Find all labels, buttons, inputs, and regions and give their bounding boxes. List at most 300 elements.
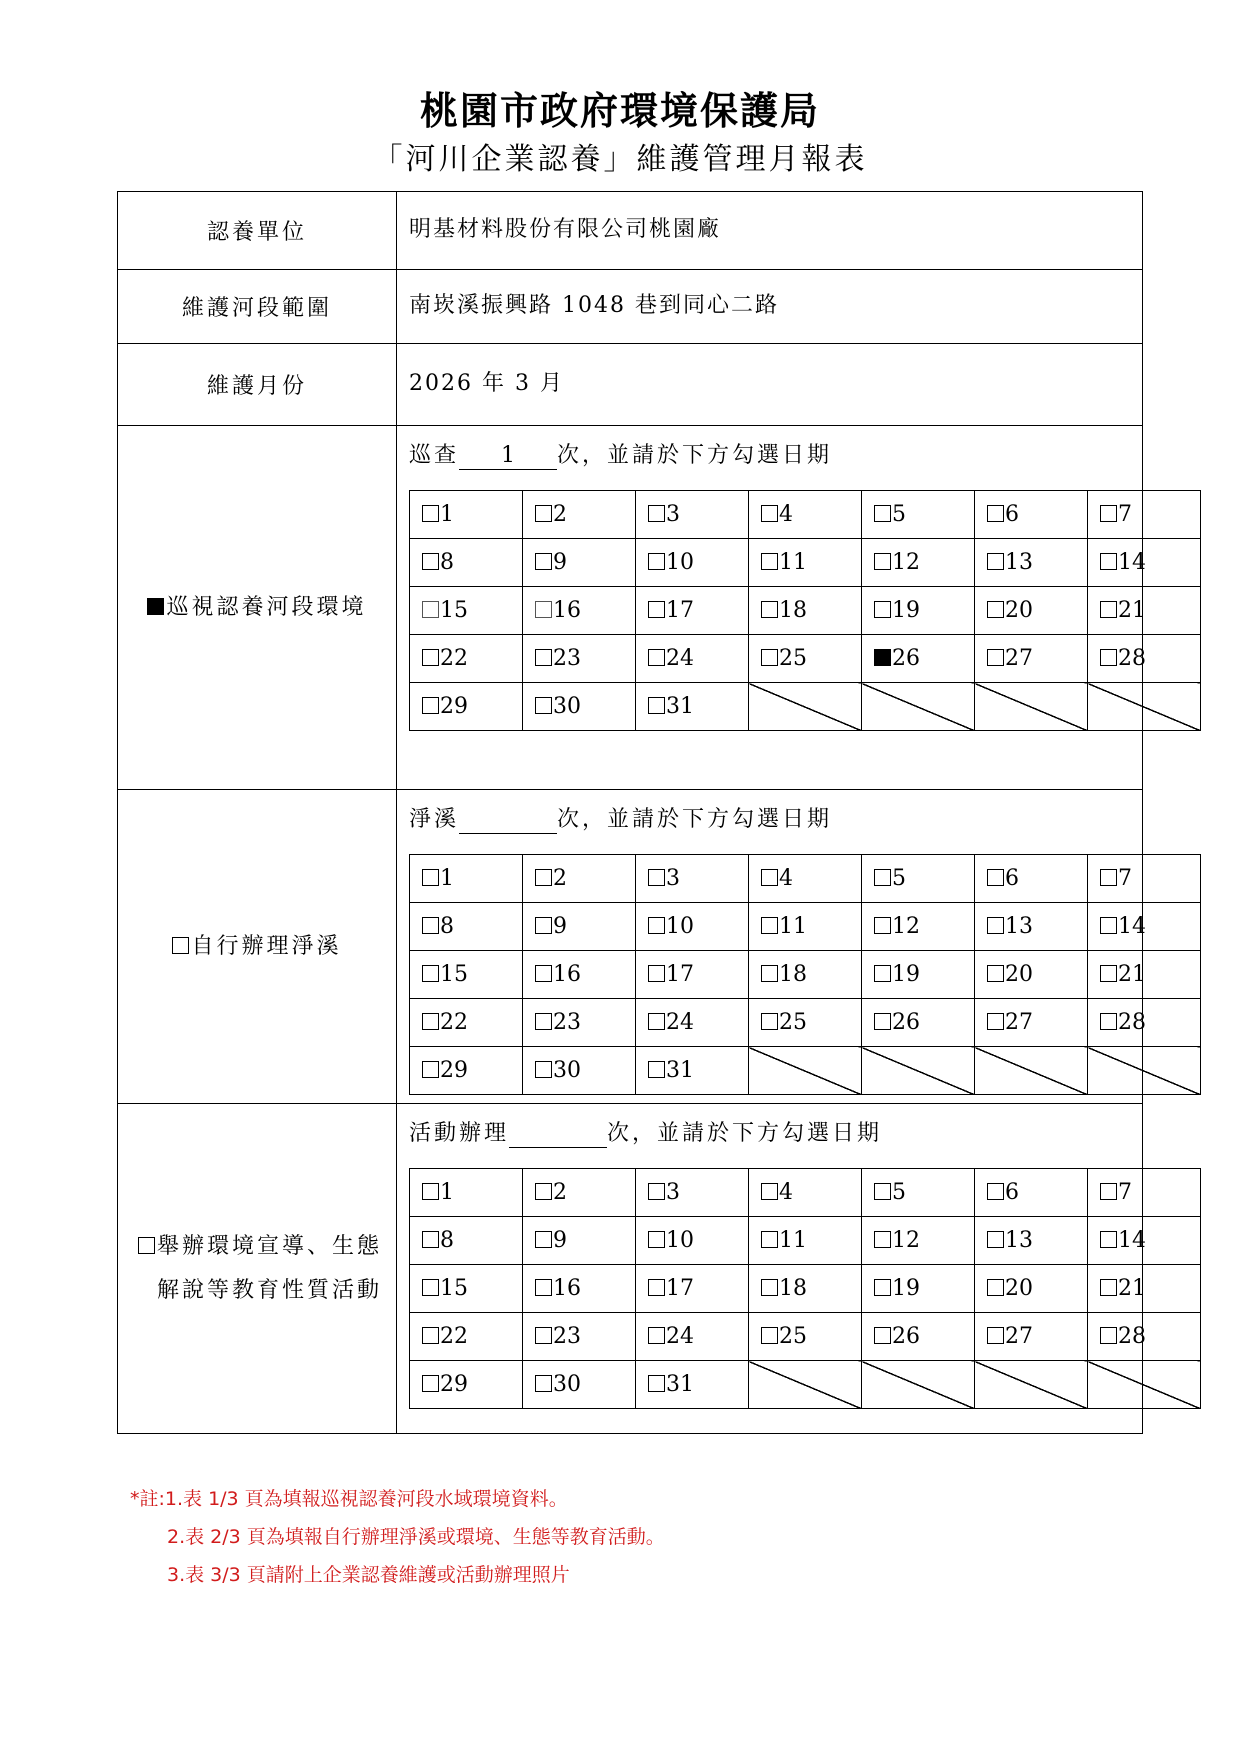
- date-checkbox[interactable]: [648, 1279, 665, 1296]
- date-checkbox[interactable]: [1100, 1279, 1117, 1296]
- prompt-prefix: 巡查: [409, 443, 460, 468]
- date-checkbox[interactable]: [1100, 1327, 1117, 1344]
- date-checkbox[interactable]: [874, 917, 891, 934]
- date-number: 3: [666, 1180, 680, 1205]
- date-number: 6: [1005, 502, 1019, 527]
- date-checkbox[interactable]: [1100, 601, 1117, 618]
- date-number: 30: [553, 1058, 581, 1083]
- date-checkbox[interactable]: [535, 917, 552, 934]
- date-checkbox[interactable]: [987, 869, 1004, 886]
- report-form: [117, 191, 1146, 1434]
- section-checkbox[interactable]: [147, 598, 164, 615]
- date-number: 26: [892, 1010, 920, 1035]
- date-number: 20: [1005, 598, 1033, 623]
- date-number: 10: [666, 550, 694, 575]
- date-cell[interactable]: [749, 1217, 862, 1265]
- date-checkbox[interactable]: [1100, 553, 1117, 570]
- empty-date-cell: [1088, 683, 1201, 731]
- date-number: 4: [779, 502, 793, 527]
- date-number: 23: [553, 646, 581, 671]
- date-checkbox[interactable]: [535, 1183, 552, 1200]
- date-cell[interactable]: [975, 903, 1088, 951]
- date-number: 19: [892, 1276, 920, 1301]
- date-checkbox[interactable]: [987, 1013, 1004, 1030]
- prompt-suffix: 次，並請於下方勾選日期: [557, 807, 833, 832]
- date-cell[interactable]: [410, 1169, 523, 1217]
- date-checkbox[interactable]: [987, 649, 1004, 666]
- date-checkbox[interactable]: [648, 1183, 665, 1200]
- date-cell[interactable]: [749, 903, 862, 951]
- date-cell[interactable]: [410, 1361, 523, 1409]
- date-number: 20: [1005, 962, 1033, 987]
- date-checkbox[interactable]: [987, 553, 1004, 570]
- date-number: 31: [666, 1372, 694, 1397]
- date-number: 6: [1005, 866, 1019, 891]
- date-cell[interactable]: [410, 1047, 523, 1095]
- date-checkbox[interactable]: [761, 1279, 778, 1296]
- date-number: 12: [892, 550, 920, 575]
- date-checkbox[interactable]: [535, 553, 552, 570]
- date-checkbox[interactable]: [987, 917, 1004, 934]
- river-range-field[interactable]: [397, 270, 1143, 344]
- date-checkbox[interactable]: [1100, 965, 1117, 982]
- date-number: 28: [1118, 646, 1146, 671]
- section-body: [397, 426, 1146, 790]
- date-cell[interactable]: [1088, 1313, 1201, 1361]
- date-cell[interactable]: [862, 1265, 975, 1313]
- date-checkbox[interactable]: [535, 1327, 552, 1344]
- date-cell[interactable]: [636, 1217, 749, 1265]
- date-number: 1: [440, 1180, 454, 1205]
- date-cell[interactable]: [975, 635, 1088, 683]
- date-checkbox[interactable]: [1100, 869, 1117, 886]
- date-checkbox[interactable]: [422, 1061, 439, 1078]
- date-checkbox[interactable]: [648, 649, 665, 666]
- date-number: 11: [779, 1228, 807, 1253]
- date-cell[interactable]: [410, 999, 523, 1047]
- date-number: 25: [779, 1010, 807, 1035]
- date-checkbox[interactable]: [1100, 1231, 1117, 1248]
- date-number: 28: [1118, 1324, 1146, 1349]
- date-checkbox[interactable]: [535, 1061, 552, 1078]
- date-number: 31: [666, 694, 694, 719]
- date-checkbox[interactable]: [874, 1279, 891, 1296]
- date-checkbox[interactable]: [987, 601, 1004, 618]
- date-checkbox[interactable]: [761, 1183, 778, 1200]
- date-cell[interactable]: [975, 1313, 1088, 1361]
- date-cell[interactable]: [749, 491, 862, 539]
- count-prompt: [397, 790, 1142, 854]
- date-cell[interactable]: [1088, 539, 1201, 587]
- date-checkbox[interactable]: [874, 505, 891, 522]
- date-checkbox[interactable]: [1100, 1183, 1117, 1200]
- date-cell[interactable]: [636, 1169, 749, 1217]
- date-cell[interactable]: [523, 951, 636, 999]
- date-cell[interactable]: [975, 1217, 1088, 1265]
- date-number: 1: [440, 502, 454, 527]
- date-cell[interactable]: [636, 539, 749, 587]
- date-cell[interactable]: [410, 539, 523, 587]
- date-cell[interactable]: [523, 1047, 636, 1095]
- date-cell[interactable]: [862, 1169, 975, 1217]
- date-checkbox[interactable]: [422, 917, 439, 934]
- date-checkbox[interactable]: [535, 869, 552, 886]
- empty-date-cell: [749, 1361, 862, 1409]
- date-number: 10: [666, 1228, 694, 1253]
- date-number: 18: [779, 598, 807, 623]
- date-checkbox[interactable]: [422, 505, 439, 522]
- date-checkbox[interactable]: [1100, 649, 1117, 666]
- date-number: 19: [892, 962, 920, 987]
- date-checkbox[interactable]: [648, 869, 665, 886]
- date-cell[interactable]: [410, 1265, 523, 1313]
- date-checkbox[interactable]: [987, 1183, 1004, 1200]
- date-number: 5: [892, 866, 906, 891]
- date-checkbox[interactable]: [422, 553, 439, 570]
- date-cell[interactable]: [862, 587, 975, 635]
- date-grid: [409, 854, 1201, 1095]
- date-checkbox[interactable]: [422, 1013, 439, 1030]
- date-checkbox[interactable]: [761, 965, 778, 982]
- date-number: 15: [440, 1276, 468, 1301]
- date-cell[interactable]: [862, 951, 975, 999]
- date-cell[interactable]: [636, 855, 749, 903]
- date-number: 8: [440, 550, 454, 575]
- date-cell[interactable]: [636, 999, 749, 1047]
- note-line-2: 2.表 2/3 頁為填報自行辦理淨溪或環境、生態等教育活動。: [167, 1526, 665, 1548]
- date-checkbox[interactable]: [761, 1013, 778, 1030]
- date-cell[interactable]: [523, 1313, 636, 1361]
- date-cell[interactable]: [862, 903, 975, 951]
- date-number: 1: [440, 866, 454, 891]
- date-cell[interactable]: [636, 1047, 749, 1095]
- date-checkbox[interactable]: [987, 1327, 1004, 1344]
- month-value: 2026 年 3 月: [409, 371, 564, 396]
- section-label-line: 解說等教育性質活動: [156, 1277, 382, 1303]
- date-checkbox[interactable]: [874, 1013, 891, 1030]
- date-number: 22: [440, 1010, 468, 1035]
- date-number: 16: [553, 598, 581, 623]
- date-checkbox[interactable]: [761, 917, 778, 934]
- date-number: 26: [892, 646, 920, 671]
- date-number: 20: [1005, 1276, 1033, 1301]
- date-number: 9: [553, 550, 567, 575]
- count-field[interactable]: [459, 807, 557, 834]
- page-title: 桃園市政府環境保護局: [419, 88, 820, 133]
- date-number: 5: [892, 502, 906, 527]
- date-cell[interactable]: [862, 1217, 975, 1265]
- date-cell[interactable]: [523, 1217, 636, 1265]
- month-field[interactable]: [397, 344, 1143, 426]
- section-label-line: 自行辦理淨溪: [191, 933, 342, 959]
- section-label-line: 巡視認養河段環境: [166, 594, 367, 620]
- date-number: 14: [1118, 550, 1146, 575]
- date-checkbox[interactable]: [874, 553, 891, 570]
- notes: [130, 1480, 665, 1594]
- date-number: 26: [892, 1324, 920, 1349]
- note-line-3: 3.表 3/3 頁請附上企業認養維護或活動辦理照片: [167, 1564, 570, 1586]
- date-number: 15: [440, 962, 468, 987]
- date-checkbox[interactable]: [874, 649, 891, 666]
- date-cell[interactable]: [862, 635, 975, 683]
- section-label-text: [118, 1225, 396, 1313]
- date-checkbox[interactable]: [535, 1375, 552, 1392]
- date-checkbox[interactable]: [422, 965, 439, 982]
- adopter-unit-value: 明基材料股份有限公司桃園廠: [409, 217, 722, 242]
- date-cell[interactable]: [975, 1265, 1088, 1313]
- date-checkbox[interactable]: [761, 649, 778, 666]
- date-checkbox[interactable]: [422, 1375, 439, 1392]
- month-label: 維護月份: [118, 344, 397, 426]
- date-number: 3: [666, 866, 680, 891]
- date-cell[interactable]: [1088, 1265, 1201, 1313]
- count-field[interactable]: [509, 1121, 607, 1148]
- section-checkbox[interactable]: [138, 1237, 155, 1254]
- date-number: 16: [553, 962, 581, 987]
- date-checkbox[interactable]: [422, 697, 439, 714]
- date-checkbox[interactable]: [422, 601, 439, 618]
- section-label-line: 舉辦環境宣導、生態: [156, 1233, 382, 1259]
- date-number: 14: [1118, 914, 1146, 939]
- date-checkbox[interactable]: [648, 917, 665, 934]
- date-number: 27: [1005, 1010, 1033, 1035]
- date-cell[interactable]: [523, 491, 636, 539]
- date-checkbox[interactable]: [874, 1231, 891, 1248]
- date-checkbox[interactable]: [648, 505, 665, 522]
- date-cell[interactable]: [749, 951, 862, 999]
- date-checkbox[interactable]: [761, 1327, 778, 1344]
- date-checkbox[interactable]: [874, 965, 891, 982]
- date-cell[interactable]: [410, 1217, 523, 1265]
- date-number: 19: [892, 598, 920, 623]
- date-checkbox[interactable]: [987, 1279, 1004, 1296]
- date-cell[interactable]: [523, 683, 636, 731]
- date-checkbox[interactable]: [761, 601, 778, 618]
- date-cell[interactable]: [523, 903, 636, 951]
- date-checkbox[interactable]: [422, 1231, 439, 1248]
- date-number: 16: [553, 1276, 581, 1301]
- count-prompt: [397, 426, 1142, 490]
- date-number: 2: [553, 866, 567, 891]
- section-label: [118, 790, 397, 1104]
- date-checkbox[interactable]: [987, 1231, 1004, 1248]
- date-cell[interactable]: [1088, 1217, 1201, 1265]
- prompt-prefix: 淨溪: [409, 807, 460, 832]
- date-checkbox[interactable]: [648, 697, 665, 714]
- date-number: 5: [892, 1180, 906, 1205]
- date-checkbox[interactable]: [874, 1183, 891, 1200]
- date-cell[interactable]: [975, 855, 1088, 903]
- date-number: 24: [666, 646, 694, 671]
- section-label-text: [118, 586, 396, 630]
- date-cell[interactable]: [410, 855, 523, 903]
- date-cell[interactable]: [975, 999, 1088, 1047]
- section-checkbox[interactable]: [172, 937, 189, 954]
- date-number: 18: [779, 962, 807, 987]
- date-cell[interactable]: [749, 1265, 862, 1313]
- date-cell[interactable]: [523, 539, 636, 587]
- adopter-unit-field[interactable]: [397, 192, 1143, 270]
- date-cell[interactable]: [862, 491, 975, 539]
- date-grid: [409, 1168, 1201, 1409]
- date-number: 12: [892, 1228, 920, 1253]
- empty-date-cell: [749, 683, 862, 731]
- date-cell[interactable]: [523, 587, 636, 635]
- date-number: 3: [666, 502, 680, 527]
- date-cell[interactable]: [523, 1361, 636, 1409]
- date-number: 14: [1118, 1228, 1146, 1253]
- section-label: [118, 426, 397, 790]
- date-checkbox[interactable]: [874, 869, 891, 886]
- section-label-text: [118, 925, 396, 969]
- date-cell[interactable]: [636, 903, 749, 951]
- date-checkbox[interactable]: [761, 505, 778, 522]
- river-range-value: 南崁溪振興路 1048 巷到同心二路: [409, 293, 779, 318]
- date-cell[interactable]: [975, 951, 1088, 999]
- date-number: 21: [1118, 962, 1146, 987]
- date-cell[interactable]: [523, 855, 636, 903]
- date-number: 27: [1005, 1324, 1033, 1349]
- date-cell[interactable]: [1088, 855, 1201, 903]
- date-number: 9: [553, 914, 567, 939]
- date-cell[interactable]: [636, 1265, 749, 1313]
- date-number: 25: [779, 1324, 807, 1349]
- date-cell[interactable]: [1088, 635, 1201, 683]
- date-checkbox[interactable]: [535, 1013, 552, 1030]
- date-checkbox[interactable]: [648, 1231, 665, 1248]
- count-field[interactable]: 1: [459, 443, 557, 470]
- date-cell[interactable]: [749, 1313, 862, 1361]
- date-cell[interactable]: [1088, 999, 1201, 1047]
- date-cell[interactable]: [636, 587, 749, 635]
- date-checkbox[interactable]: [874, 601, 891, 618]
- date-checkbox[interactable]: [535, 505, 552, 522]
- date-number: 27: [1005, 646, 1033, 671]
- date-cell[interactable]: [636, 683, 749, 731]
- date-checkbox[interactable]: [648, 553, 665, 570]
- date-cell[interactable]: [862, 1313, 975, 1361]
- date-cell[interactable]: [1088, 903, 1201, 951]
- date-checkbox[interactable]: [761, 869, 778, 886]
- date-cell[interactable]: [636, 635, 749, 683]
- date-cell[interactable]: [523, 1169, 636, 1217]
- date-checkbox[interactable]: [648, 1375, 665, 1392]
- date-checkbox[interactable]: [987, 965, 1004, 982]
- date-number: 4: [779, 1180, 793, 1205]
- date-checkbox[interactable]: [1100, 917, 1117, 934]
- date-cell[interactable]: [749, 587, 862, 635]
- date-cell[interactable]: [636, 951, 749, 999]
- date-cell[interactable]: [749, 855, 862, 903]
- date-checkbox[interactable]: [761, 553, 778, 570]
- date-cell[interactable]: [410, 903, 523, 951]
- date-checkbox[interactable]: [535, 1231, 552, 1248]
- empty-date-cell: [975, 1361, 1088, 1409]
- date-number: 21: [1118, 598, 1146, 623]
- date-checkbox[interactable]: [1100, 1013, 1117, 1030]
- date-cell[interactable]: [410, 683, 523, 731]
- date-cell[interactable]: [410, 951, 523, 999]
- date-cell[interactable]: [749, 635, 862, 683]
- date-cell[interactable]: [523, 1265, 636, 1313]
- date-checkbox[interactable]: [761, 1231, 778, 1248]
- date-checkbox[interactable]: [422, 1279, 439, 1296]
- date-number: 7: [1118, 866, 1132, 891]
- date-checkbox[interactable]: [422, 1327, 439, 1344]
- date-cell[interactable]: [1088, 951, 1201, 999]
- date-cell[interactable]: [410, 491, 523, 539]
- date-cell[interactable]: [975, 491, 1088, 539]
- date-cell[interactable]: [1088, 1169, 1201, 1217]
- prompt-prefix: 活動辦理: [409, 1121, 510, 1146]
- date-number: 24: [666, 1010, 694, 1035]
- date-number: 2: [553, 502, 567, 527]
- date-checkbox[interactable]: [535, 601, 552, 618]
- section-label: [118, 1104, 397, 1434]
- date-cell[interactable]: [975, 587, 1088, 635]
- date-cell[interactable]: [975, 539, 1088, 587]
- date-checkbox[interactable]: [422, 1183, 439, 1200]
- date-checkbox[interactable]: [987, 505, 1004, 522]
- date-checkbox[interactable]: [1100, 505, 1117, 522]
- date-checkbox[interactable]: [648, 965, 665, 982]
- date-cell[interactable]: [523, 635, 636, 683]
- date-cell[interactable]: [862, 999, 975, 1047]
- date-number: 15: [440, 598, 468, 623]
- date-checkbox[interactable]: [648, 601, 665, 618]
- date-number: 8: [440, 914, 454, 939]
- date-cell[interactable]: [523, 999, 636, 1047]
- date-cell[interactable]: [749, 539, 862, 587]
- date-number: 29: [440, 694, 468, 719]
- date-cell[interactable]: [636, 1313, 749, 1361]
- date-cell[interactable]: [410, 1313, 523, 1361]
- date-checkbox[interactable]: [535, 697, 552, 714]
- empty-date-cell: [749, 1047, 862, 1095]
- date-cell[interactable]: [410, 587, 523, 635]
- section-body: [397, 790, 1146, 1104]
- date-number: 17: [666, 598, 694, 623]
- date-checkbox[interactable]: [535, 1279, 552, 1296]
- date-cell[interactable]: [862, 855, 975, 903]
- date-number: 10: [666, 914, 694, 939]
- date-checkbox[interactable]: [535, 649, 552, 666]
- date-cell[interactable]: [749, 999, 862, 1047]
- date-cell[interactable]: [975, 1169, 1088, 1217]
- date-checkbox[interactable]: [874, 1327, 891, 1344]
- date-checkbox[interactable]: [648, 1013, 665, 1030]
- date-cell[interactable]: [410, 635, 523, 683]
- prompt-suffix: 次，並請於下方勾選日期: [557, 443, 833, 468]
- date-cell[interactable]: [862, 539, 975, 587]
- page-subtitle: 「河川企業認養」維護管理月報表: [372, 142, 868, 177]
- date-number: 9: [553, 1228, 567, 1253]
- date-checkbox[interactable]: [648, 1327, 665, 1344]
- date-checkbox[interactable]: [648, 1061, 665, 1078]
- date-cell[interactable]: [636, 491, 749, 539]
- date-checkbox[interactable]: [422, 869, 439, 886]
- date-number: 7: [1118, 1180, 1132, 1205]
- date-cell[interactable]: [1088, 491, 1201, 539]
- date-checkbox[interactable]: [535, 965, 552, 982]
- date-cell[interactable]: [1088, 587, 1201, 635]
- date-cell[interactable]: [636, 1361, 749, 1409]
- empty-date-cell: [1088, 1361, 1201, 1409]
- date-checkbox[interactable]: [422, 649, 439, 666]
- date-number: 18: [779, 1276, 807, 1301]
- date-cell[interactable]: [749, 1169, 862, 1217]
- date-number: 21: [1118, 1276, 1146, 1301]
